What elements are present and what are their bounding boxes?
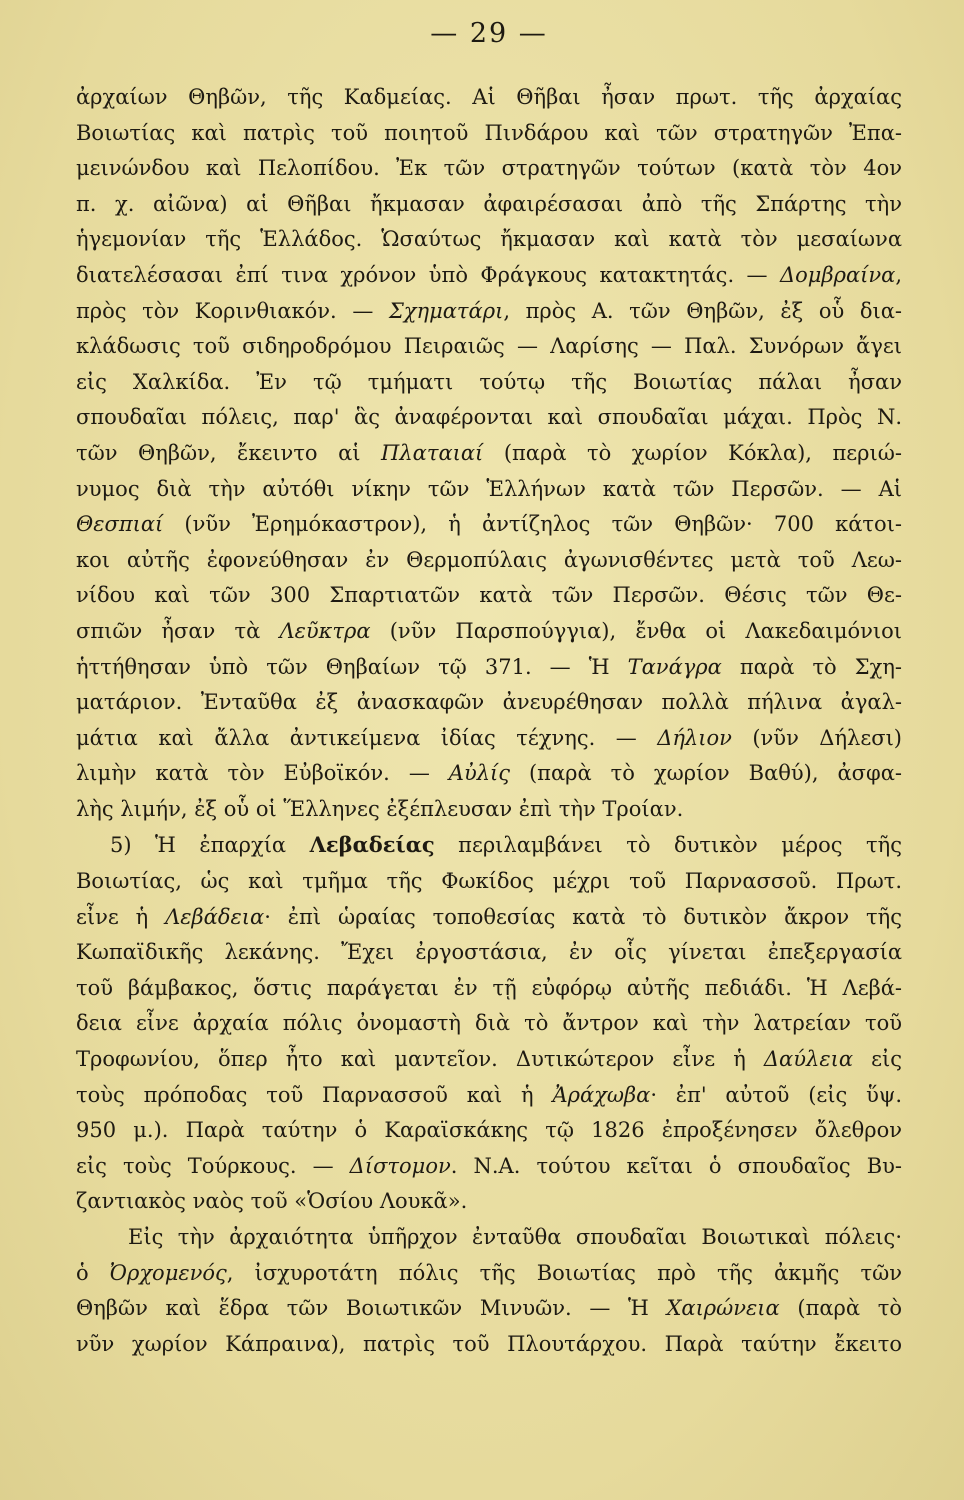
text-line [76, 614, 902, 650]
text-line [76, 756, 902, 792]
text-line [76, 792, 902, 828]
text-line [76, 1113, 902, 1149]
text-run: μάτια καὶ ἄλλα ἀντικείμενα ἰδίας τέχνης. — [76, 725, 658, 750]
text-line [76, 507, 902, 543]
text-run: πρὸς τὸν Κορινθιακόν. — [76, 298, 389, 323]
text-line [76, 543, 902, 579]
place-name: Λεβάδεια [165, 904, 265, 929]
text-run: διατελέσασαι ἐπί τινα χρόνον ὑπὸ Φράγκους κατακτητάς. — [76, 262, 780, 287]
text-run: , πρὸς Α. τῶν Θηβῶν, ἐξ οὗ δια- [503, 298, 902, 323]
text-run: εἰς Χαλκίδα. Ἐν τῷ τμήματι τούτῳ τῆς Βοιωτίας πάλαι ἦσαν [76, 369, 902, 394]
text-line [76, 329, 902, 365]
place-name: Ἀράχωβα [552, 1082, 651, 1107]
text-line [76, 1327, 902, 1363]
text-run: Βοιωτίας, ὡς καὶ τμῆμα τῆς Φωκίδος μέχρι τοῦ Παρνασσοῦ. Πρωτ. [76, 869, 902, 894]
text-run: (παρὰ τὸ [779, 1296, 902, 1321]
text-run: δεια εἶνε ἀρχαία πόλις ὀνομαστὴ διὰ τὸ ἄντρον καὶ τὴν λατρείαν τοῦ [76, 1011, 902, 1036]
text-run: εἰς τοὺς Τούρκους. — [76, 1153, 350, 1178]
text-line [76, 187, 902, 223]
page-number: — 29 — [430, 18, 548, 49]
text-line [76, 1220, 902, 1256]
text-run: νυμος διὰ τὴν αὐτόθι νίκην τῶν Ἑλλήνων κατὰ τῶν Περσῶν. — Αἱ [76, 476, 902, 501]
text-line [76, 258, 902, 294]
text-line [76, 222, 902, 258]
text-run: ζαντιακὸς ναὸς τοῦ «Ὁσίου Λουκᾶ». [76, 1189, 468, 1214]
text-run: μεινώνδου καὶ Πελοπίδου. Ἐκ τῶν στρατηγῶν τούτων (κατὰ τὸν 4ον [76, 156, 902, 181]
text-run: ματάριον. Ἐνταῦθα ἐξ ἀνασκαφῶν ἀνευρέθησαν πολλὰ πήλινα ἀγαλ- [76, 690, 902, 715]
text-run: τοῦ βάμβακος, ὅστις παράγεται ἐν τῇ εὐφόρῳ αὐτῆς πεδιάδι. Ἡ Λεβά- [76, 975, 902, 1000]
text-run: σπιῶν ἦσαν τὰ [76, 618, 280, 643]
text-run: ὁ [76, 1260, 110, 1285]
text-run: τοὺς πρόποδας τοῦ Παρνασσοῦ καὶ ἡ [76, 1082, 553, 1107]
text-line [76, 578, 902, 614]
text-line [76, 116, 902, 152]
place-name: Ὀρχομενός [109, 1260, 227, 1285]
text-run: (νῦν Ἐρημόκαστρον), ἡ ἀντίζηλος τῶν Θηβῶν· 700 κάτοι- [163, 512, 902, 537]
text-run: νίδου καὶ τῶν 300 Σπαρτιατῶν κατὰ τῶν Περσῶν. Θέσις τῶν Θε- [76, 583, 902, 608]
text-run: Κωπαϊδικῆς λεκάνης. Ἔχει ἐργοστάσια, ἐν οἷς γίνεται ἐπεξεργασία [76, 940, 902, 965]
place-name: Αὐλίς [448, 761, 511, 786]
place-name: Δαύλεια [763, 1047, 853, 1072]
text-line [76, 151, 902, 187]
text-run: παρὰ τὸ Σχη- [721, 654, 902, 679]
text-line [76, 1256, 902, 1292]
text-line [76, 294, 902, 330]
text-line [76, 472, 902, 508]
text-line [76, 400, 902, 436]
text-line [76, 1291, 902, 1327]
text-line [76, 650, 902, 686]
text-line [76, 685, 902, 721]
text-run: 5) Ἡ ἐπαρχία [110, 833, 310, 858]
text-run: , [895, 262, 902, 287]
place-name: Δήλιον [657, 725, 732, 750]
text-run: 950 μ.). Παρὰ ταύτην ὁ Καραϊσκάκης τῷ 1826 ἐπροξένησεν ὄλεθρον [76, 1118, 902, 1143]
text-line [76, 827, 902, 864]
text-run: . Ν.Α. τούτου κεῖται ὁ σπουδαῖος Βυ- [450, 1153, 902, 1178]
text-run: εἶνε ἡ [76, 904, 166, 929]
text-run: λιμὴν κατὰ τὸν Εὐβοϊκόν. — [76, 761, 449, 786]
text-run: εἰς [853, 1047, 902, 1072]
text-run: Βοιωτίας καὶ πατρὶς τοῦ ποιητοῦ Πινδάρου καὶ τῶν στρατηγῶν Ἐπα- [76, 120, 902, 145]
text-run: π. χ. αἰῶνα) αἱ Θῆβαι ἤκμασαν ἀφαιρέσασαι ἀπὸ τῆς Σπάρτης τὴν [76, 191, 902, 216]
text-line [76, 80, 902, 116]
text-line [76, 436, 902, 472]
text-run: Θηβῶν καὶ ἕδρα τῶν Βοιωτικῶν Μινυῶν. — Ἡ [76, 1296, 667, 1321]
place-name: Χαιρώνεια [666, 1296, 780, 1321]
text-run: λὴς λιμήν, ἐξ οὗ οἱ Ἕλληνες ἐξέπλευσαν ἐπὶ τὴν Τροίαν. [76, 796, 684, 821]
text-run: σπουδαῖαι πόλεις, παρ' ἃς ἀναφέρονται καὶ σπουδαῖαι μάχαι. Πρὸς Ν. [76, 405, 902, 430]
place-name: Θεσπιαί [76, 512, 164, 537]
text-line [76, 1006, 902, 1042]
text-line [76, 900, 902, 936]
text-run: · ἐπὶ ὡραίας τοποθεσίας κατὰ τὸ δυτικὸν ἄκρον τῆς [264, 904, 902, 929]
text-line [76, 1184, 902, 1220]
text-run: (παρὰ τὸ χωρίον Κόκλα), περιώ- [483, 440, 902, 465]
text-line [76, 1042, 902, 1078]
region-name: Λεβαδείας [309, 832, 435, 858]
text-run: κοι αὐτῆς ἐφονεύθησαν ἐν Θερμοπύλαις ἀγωνισθέντες μετὰ τοῦ Λεω- [76, 547, 902, 572]
text-line [76, 971, 902, 1007]
place-name: Δομβραίνα [780, 262, 896, 287]
text-run: , ἰσχυροτάτη πόλις τῆς Βοιωτίας πρὸ τῆς ἀκμῆς τῶν [226, 1260, 902, 1285]
text-line [76, 864, 902, 900]
text-run: ἡττήθησαν ὑπὸ τῶν Θηβαίων τῷ 371. — Ἡ [76, 654, 628, 679]
text-run: (νῦν Δήλεσι) [731, 725, 902, 750]
text-run: ἀρχαίων Θηβῶν, τῆς Καδμείας. Αἱ Θῆβαι ἦσαν πρωτ. τῆς ἀρχαίας [76, 85, 902, 109]
text-run: (παρὰ τὸ χωρίον Βαθύ), ἀσφα- [510, 761, 902, 786]
text-run: τῶν Θηβῶν, ἔκειντο αἱ [76, 440, 382, 465]
text-line [76, 1149, 902, 1185]
text-line [76, 1078, 902, 1114]
place-name: Δίστομον [349, 1153, 451, 1178]
text-run: περιλαμβάνει τὸ δυτικὸν μέρος τῆς [434, 833, 902, 858]
text-run: ἡγεμονίαν τῆς Ἑλλάδος. Ὡσαύτως ἤκμασαν καὶ κατὰ τὸν μεσαίωνα [76, 227, 902, 252]
text-run: · ἐπ' αὐτοῦ (εἰς ὕψ. [650, 1082, 902, 1107]
text-line [76, 721, 902, 757]
text-line [76, 365, 902, 401]
body-text [76, 80, 902, 1362]
text-run: (νῦν Παρσπούγγια), ἔνθα οἱ Λακεδαιμόνιοι [370, 618, 902, 643]
place-name: Σχηματάρι [388, 298, 504, 323]
text-run: Τροφωνίου, ὅπερ ἦτο καὶ μαντεῖον. Δυτικώτερον εἶνε ἡ [76, 1047, 764, 1072]
place-name: Λεῦκτρα [279, 618, 371, 643]
place-name: Πλαταιαί [381, 440, 484, 465]
text-line [76, 935, 902, 971]
text-run: νῦν χωρίον Κάπραινα), πατρὶς τοῦ Πλουτάρχου. Παρὰ ταύτην ἔκειτο [76, 1331, 902, 1356]
text-run: Εἰς τὴν ἀρχαιότητα ὑπῆρχον ἐνταῦθα σπουδαῖαι Βοιωτικαὶ πόλεις· [128, 1225, 902, 1249]
text-run: κλάδωσις τοῦ σιδηροδρόμου Πειραιῶς — Λαρίσης — Παλ. Συνόρων ἄγει [76, 334, 902, 359]
place-name: Τανάγρα [627, 654, 722, 679]
